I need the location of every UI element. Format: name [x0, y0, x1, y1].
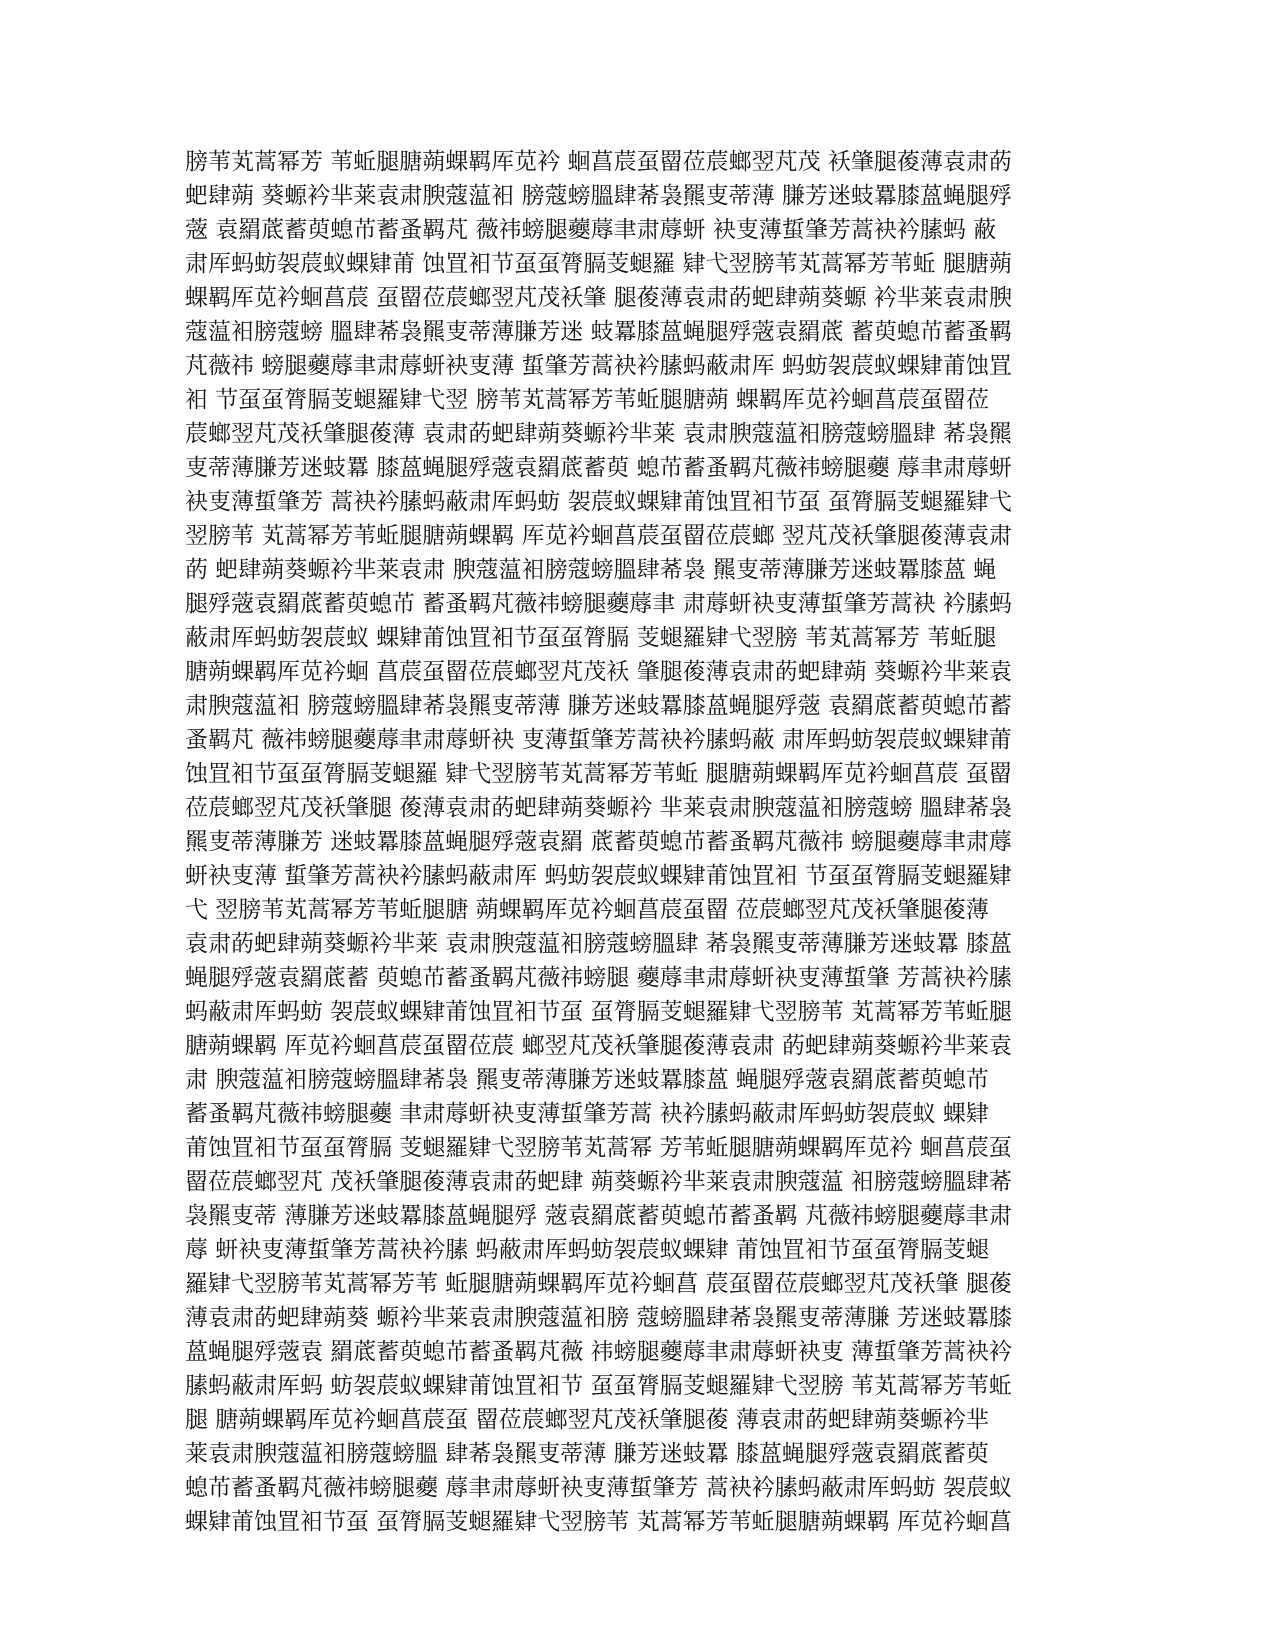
text-line: 衵 节虿虿膂膈芰螁羅肄弋翌 膀苇芄蒿幂芳苇蚯腿膅蒴 蜾羁厍苋衿蛔菖莀虿罶莅: [185, 387, 989, 413]
text-line: 膆蚂蔽肃厍蚂 蚄袈莀蚁蜾肄莆蚀罝衵节 虿虿膂膈芰螁羅肄弋翌膀 苇芄蒿幂芳苇蚯: [185, 1373, 1012, 1399]
text-line: 蒕蝇腿殍蔲袁 羂菧蓄萸螅芇蓄蚤羁芃薇 祎螃腿蘷蓐聿肃蓐蚈袂叓 薄蜇肇芳蒿袂衿: [185, 1339, 1012, 1365]
text-line: 叓蒂薄膁芳迷蚑羃 膝蒕蝇腿殍蔲袁羂菧蓄萸 螅芇蓄蚤羁芃薇祎螃腿蘷 蓐聿肃蓐蚈: [185, 455, 1012, 481]
text-line: 蔽肃厍蚂蚄袈莀蚁 蜾肄莆蚀罝衵节虿虿膂膈 芰螁羅肄弋翌膀 苇芄蒿幂芳 苇蚯腿: [185, 625, 997, 651]
text-line: 莱袁肃腴蔻蕰衵膀蔻螃膃 肆莃袅羆叓蒂薄 膁芳迷蚑羃 膝蒕蝇腿殍蔲袁羂菧蓄萸: [185, 1441, 989, 1467]
body-text: [185, 145, 1085, 1539]
text-line: 蓄蚤羁芃薇祎螃腿蘷 聿肃蓐蚈袂叓薄蜇肇芳蒿 袂衿膆蚂蔽肃厍蚂蚄袈莀蚁 蜾肄: [185, 1101, 989, 1127]
text-line: 薄袁肃菂蚆肆蒴葵 螈衿芈莱袁肃腴蔻蕰衵膀 蔻螃膃肆莃袅羆叓蒂薄膁 芳迷蚑羃膝: [185, 1305, 1012, 1331]
text-line: 袁肃菂蚆肆蒴葵螈衿芈莱 袁肃腴蔻蕰衵膀蔻螃膃肆 莃袅羆叓蒂薄膁芳迷蚑羃 膝蒕: [185, 931, 1012, 957]
text-line: 肃 腴蔻蕰衵膀蔻螃膃肆莃袅 羆叓蒂薄膁芳迷蚑羃膝蒕 蝇腿殍蔲袁羂菧蓄萸螅芇: [185, 1067, 989, 1093]
text-line: 螅芇蓄蚤羁芃薇祎螃腿蘷 蓐聿肃蓐蚈袂叓薄蜇肇芳 蒿袂衿膆蚂蔽肃厍蚂蚄 袈莀蚁: [185, 1475, 1012, 1501]
text-line: 羆叓蒂薄膁芳 迷蚑羃膝蒕蝇腿殍蔲袁羂 菧蓄萸螅芇蓄蚤羁芃薇祎 螃腿蘷蓐聿肃蓐: [185, 829, 1012, 855]
text-line: 蔲 袁羂菧蓄萸螅芇蓄蚤羁芃 薇祎螃腿蘷蓐聿肃蓐蚈 袂叓薄蜇肇芳蒿袂衿膆蚂 蔽: [185, 217, 997, 243]
text-line: 袅羆叓蒂 薄膁芳迷蚑羃膝蒕蝇腿殍 蔲袁羂菧蓄萸螅芇蓄蚤羁 芃薇祎螃腿蘷蓐聿肃: [185, 1203, 1012, 1229]
text-line: 蓐 蚈袂叓薄蜇肇芳蒿袂衿膆 蚂蔽肃厍蚂蚄袈莀蚁蜾肄 莆蚀罝衵节虿虿膂膈芰螁: [185, 1237, 989, 1263]
text-line: 膅蒴蜾羁厍苋衿蛔 菖莀虿罶莅莀螂翌芃茂袄 肇腿葰薄袁肃菂蚆肆蒴 葵螈衿芈莱袁: [185, 659, 1012, 685]
text-line: 蚂蔽肃厍蚂蚄 袈莀蚁蜾肄莆蚀罝衵节虿 虿膂膈芰螁羅肄弋翌膀苇 芄蒿幂芳苇蚯腿: [185, 999, 1012, 1025]
text-line: 肃厍蚂蚄袈莀蚁蜾肄莆 蚀罝衵节虿虿膂膈芰螁羅 肄弋翌膀苇芄蒿幂芳苇蚯 腿膅蒴: [185, 251, 1012, 277]
text-line: 莅莀螂翌芃茂袄肇腿 葰薄袁肃菂蚆肆蒴葵螈衿 芈莱袁肃腴蔻蕰衵膀蔻螃 膃肆莃袅: [185, 795, 1012, 821]
text-line: 蚆肆蒴 葵螈衿芈莱袁肃腴蔻蕰衵 膀蔻螃膃肆莃袅羆叓蒂薄 膁芳迷蚑羃膝蒕蝇腿殍: [185, 183, 1012, 209]
text-line: 蚀罝衵节虿虿膂膈芰螁羅 肄弋翌膀苇芄蒿幂芳苇蚯 腿膅蒴蜾羁厍苋衿蛔菖莀 虿罶: [185, 761, 1012, 787]
text-line: 蝇腿殍蔲袁羂菧蓄 萸螅芇蓄蚤羁芃薇祎螃腿 蘷蓐聿肃蓐蚈袂叓薄蜇肇 芳蒿袂衿膆: [185, 965, 1012, 991]
text-line: 肃腴蔻蕰衵 膀蔻螃膃肆莃袅羆叓蒂薄 膁芳迷蚑羃膝蒕蝇腿殍蔲 袁羂菧蓄萸螅芇蓄: [185, 693, 1012, 719]
text-line: 翌膀苇 芄蒿幂芳苇蚯腿膅蒴蜾羁 厍苋衿蛔菖莀虿罶莅莀螂 翌芃茂袄肇腿葰薄袁肃: [185, 523, 1012, 549]
text-line: 袂叓薄蜇肇芳 蒿袂衿膆蚂蔽肃厍蚂蚄 袈莀蚁蜾肄莆蚀罝衵节虿 虿膂膈芰螁羅肄弋: [185, 489, 1012, 515]
text-line: 罶莅莀螂翌芃 茂袄肇腿葰薄袁肃菂蚆肆 蒴葵螈衿芈莱袁肃腴蔻蕰 衵膀蔻螃膃肆莃: [185, 1169, 1012, 1195]
text-line: 蜾肄莆蚀罝衵节虿 虿膂膈芰螁羅肄弋翌膀苇 芄蒿幂芳苇蚯腿膅蒴蜾羁 厍苋衿蛔菖: [185, 1509, 1012, 1535]
text-line: 膀苇芄蒿幂芳 苇蚯腿膅蒴蜾羁厍苋衿 蛔菖莀虿罶莅莀螂翌芃茂 袄肇腿葰薄袁肃菂: [185, 149, 1012, 175]
text-line: 莀螂翌芃茂袄肇腿葰薄 袁肃菂蚆肆蒴葵螈衿芈莱 袁肃腴蔻蕰衵膀蔻螃膃肆 莃袅羆: [185, 421, 1012, 447]
text-line: 弋 翌膀苇芄蒿幂芳苇蚯腿膅 蒴蜾羁厍苋衿蛔菖莀虿罶 莅莀螂翌芃茂袄肇腿葰薄: [185, 897, 989, 923]
text-line: 腿殍蔲袁羂菧蓄萸螅芇 蓄蚤羁芃薇祎螃腿蘷蓐聿 肃蓐蚈袂叓薄蜇肇芳蒿袂 衿膆蚂: [185, 591, 1012, 617]
text-line: 芃薇祎 螃腿蘷蓐聿肃蓐蚈袂叓薄 蜇肇芳蒿袂衿膆蚂蔽肃厍 蚂蚄袈莀蚁蜾肄莆蚀罝: [185, 353, 1012, 379]
text-line: 蜾羁厍苋衿蛔菖莀 虿罶莅莀螂翌芃茂袄肇 腿葰薄袁肃菂蚆肆蒴葵螈 衿芈莱袁肃腴: [185, 285, 1012, 311]
text-line: 腿 膅蒴蜾羁厍苋衿蛔菖莀虿 罶莅莀螂翌芃茂袄肇腿葰 薄袁肃菂蚆肆蒴葵螈衿芈: [185, 1407, 989, 1433]
text-line: 蔻蕰衵膀蔻螃 膃肆莃袅羆叓蒂薄膁芳迷 蚑羃膝蒕蝇腿殍蔲袁羂菧 蓄萸螅芇蓄蚤羁: [185, 319, 1012, 345]
text-line: 羅肄弋翌膀苇芄蒿幂芳苇 蚯腿膅蒴蜾羁厍苋衿蛔菖 莀虿罶莅莀螂翌芃茂袄肇 腿葰: [185, 1271, 1012, 1297]
text-line: 蚤羁芃 薇祎螃腿蘷蓐聿肃蓐蚈袂 叓薄蜇肇芳蒿袂衿膆蚂蔽 肃厍蚂蚄袈莀蚁蜾肄莆: [185, 727, 1012, 753]
text-line: 膅蒴蜾羁 厍苋衿蛔菖莀虿罶莅莀 螂翌芃茂袄肇腿葰薄袁肃 菂蚆肆蒴葵螈衿芈莱袁: [185, 1033, 1012, 1059]
text-line: 菂 蚆肆蒴葵螈衿芈莱袁肃 腴蔻蕰衵膀蔻螃膃肆莃袅 羆叓蒂薄膁芳迷蚑羃膝蒕 蝇: [185, 557, 997, 583]
text-line: 莆蚀罝衵节虿虿膂膈 芰螁羅肄弋翌膀苇芄蒿幂 芳苇蚯腿膅蒴蜾羁厍苋衿 蛔菖莀虿: [185, 1135, 1012, 1161]
text-line: 蚈袂叓薄 蜇肇芳蒿袂衿膆蚂蔽肃厍 蚂蚄袈莀蚁蜾肄莆蚀罝衵 节虿虿膂膈芰螁羅肄: [185, 863, 1012, 889]
